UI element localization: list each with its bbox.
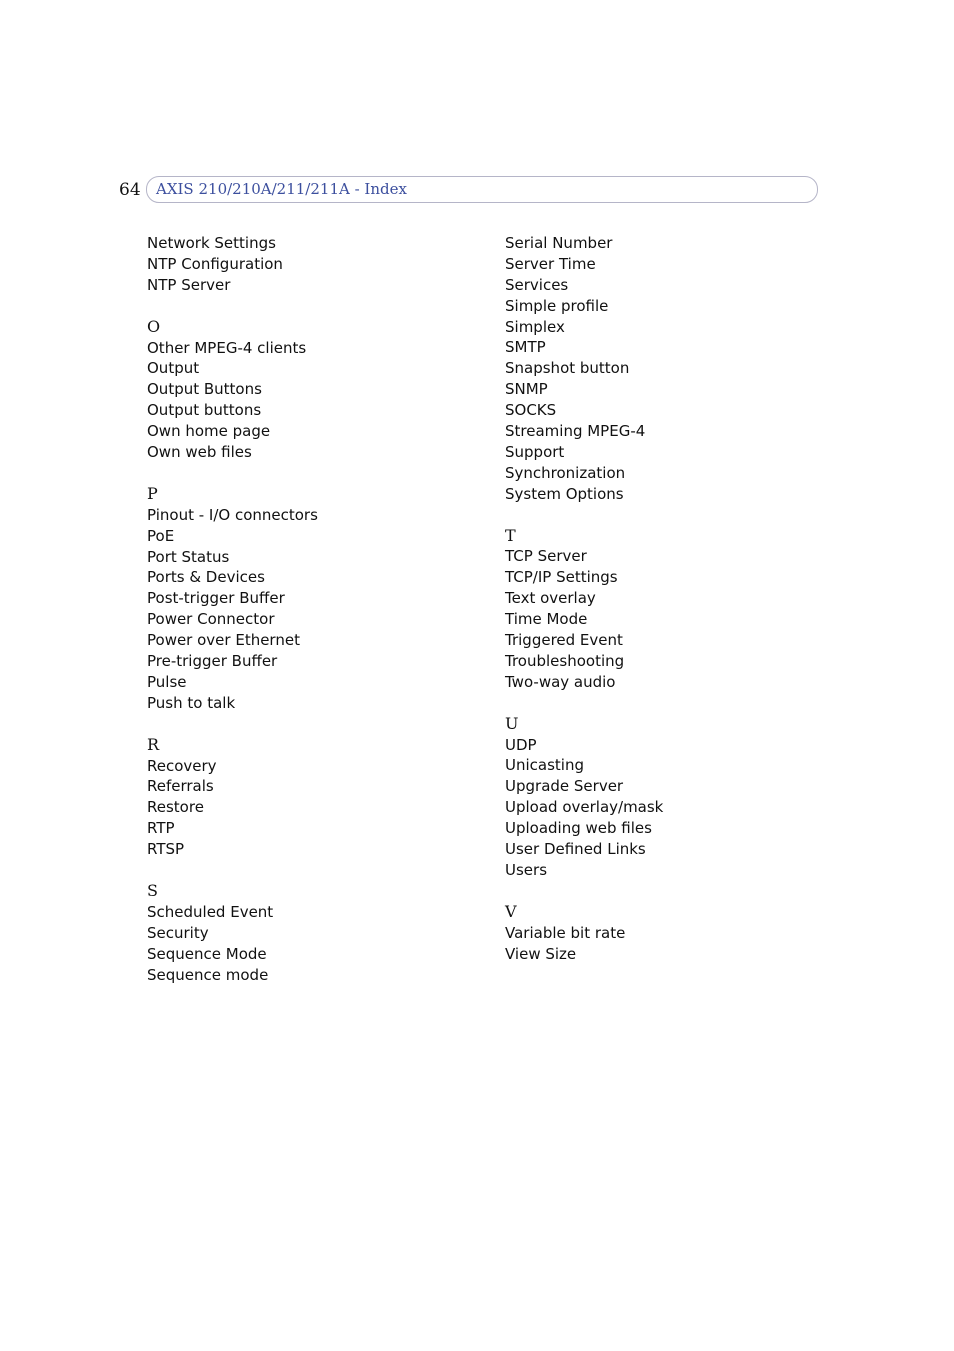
index-entry: Network Settings <box>147 234 276 252</box>
index-entry: RTP <box>147 819 175 838</box>
index-entry: Streaming MPEG-4 <box>505 422 646 441</box>
index-entry: Users <box>505 860 548 879</box>
index-entry: Variable bit rate <box>505 923 626 942</box>
index-entry: Two-way audio <box>505 672 616 691</box>
index-entry: NTP Server <box>147 275 231 294</box>
index-entry: Power Connector <box>147 610 275 629</box>
section-letter-v: V <box>505 901 517 921</box>
index-entry: SMTP <box>505 338 546 357</box>
index-entry: Text overlay <box>505 589 596 608</box>
index-entry: Upload overlay/mask <box>505 798 664 817</box>
index-entry: Power over Ethernet <box>147 631 300 650</box>
index-entry: TCP Server <box>505 547 587 566</box>
index-entry: Snapshot button <box>505 359 630 378</box>
page-title: AXIS 210/210A/211/211A - Index <box>156 180 407 198</box>
index-entry: Pre-trigger Buffer <box>147 652 278 671</box>
index-entry: RTSP <box>147 840 185 859</box>
index-entry: Referrals <box>147 777 214 796</box>
index-entry: PoE <box>147 526 175 545</box>
index-entry: Simplex <box>505 317 565 336</box>
index-entry: Own home page <box>147 422 271 441</box>
section-letter-t: T <box>505 525 516 545</box>
index-entry: Synchronization <box>505 463 626 482</box>
index-entry: Support <box>505 442 565 461</box>
index-entry: Push to talk <box>147 693 236 712</box>
index-entry: Own web files <box>147 443 252 462</box>
page-number: 64 <box>119 180 141 200</box>
index-entry: Upgrade Server <box>505 777 624 796</box>
index-entry: Restore <box>147 798 204 817</box>
index-entry: Triggered Event <box>505 631 623 650</box>
section-letter-p: P <box>147 483 158 503</box>
section-letter-r: R <box>147 734 160 754</box>
index-entry: Recovery <box>147 756 217 775</box>
index-entry: UDP <box>505 735 537 754</box>
index-entry: Services <box>505 275 569 294</box>
index-entry: Output <box>147 359 200 378</box>
section-letter-o: O <box>147 316 161 336</box>
index-entry: View Size <box>505 944 577 963</box>
index-entry: Post-trigger Buffer <box>147 589 285 608</box>
index-entry: Uploading web files <box>505 819 652 838</box>
index-entry: TCP/IP Settings <box>505 568 618 587</box>
index-entry: Pulse <box>147 672 187 691</box>
index-entry: Ports & Devices <box>147 568 265 587</box>
header-bar <box>146 176 818 203</box>
index-entry: SOCKS <box>505 401 557 420</box>
index-entry: Port Status <box>147 547 230 566</box>
index-entry: Sequence Mode <box>147 944 267 963</box>
index-entry: Serial Number <box>505 234 613 252</box>
index-entry: Scheduled Event <box>147 902 274 921</box>
index-column-left <box>147 233 477 986</box>
section-letter-u: U <box>505 713 519 733</box>
index-entry: Server Time <box>505 254 596 273</box>
index-column-right <box>505 233 835 965</box>
index-entry: SNMP <box>505 380 548 399</box>
index-entry: NTP Configuration <box>147 254 283 273</box>
index-entry: Time Mode <box>505 610 588 629</box>
index-entry: Output Buttons <box>147 380 262 399</box>
index-entry: Sequence mode <box>147 965 269 984</box>
index-entry: System Options <box>505 484 624 503</box>
index-entry: User Defined Links <box>505 840 646 859</box>
index-entry: Pinout - I/O connectors <box>147 505 318 524</box>
index-entry: Output buttons <box>147 401 262 420</box>
index-entry: Security <box>147 923 209 942</box>
index-entry: Troubleshooting <box>505 651 625 670</box>
index-entry: Unicasting <box>505 756 584 775</box>
index-entry: Other MPEG-4 clients <box>147 338 307 357</box>
section-letter-s: S <box>147 881 158 901</box>
index-entry: Simple profile <box>505 296 609 315</box>
